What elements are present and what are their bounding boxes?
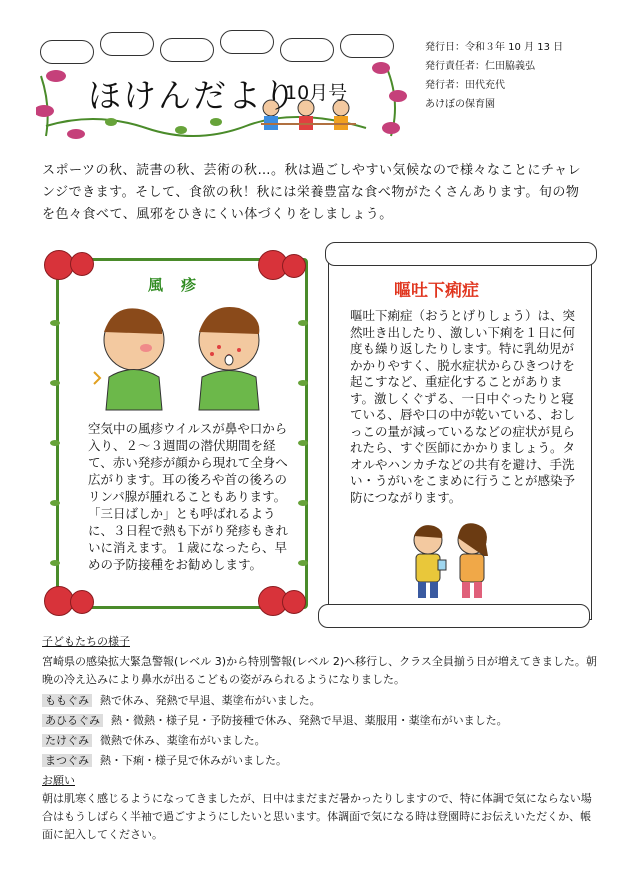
class-note: 熱・下痢・様子見で休みがいました。 (100, 754, 287, 767)
publisher: 発行者：田代充代 (425, 80, 505, 91)
scroll-roll-top (325, 242, 597, 266)
children-heading: 子どもたちの様子 (42, 635, 130, 648)
class-note: 微熱で休み、薬塗布がいました。 (100, 734, 266, 747)
class-name: たけぐみ (42, 734, 92, 747)
nursery-name: あけぼの保育園 (425, 99, 495, 110)
request-heading: お願い (42, 774, 75, 787)
issue-date: 発行日：令和３年 10 月 13 日 (425, 42, 564, 53)
scroll-roll-bottom (318, 604, 590, 628)
class-row-matsu (42, 752, 287, 768)
class-name: ももぐみ (42, 694, 92, 707)
sick-children-illustration (84, 292, 280, 412)
children-summary: 宮崎県の感染拡大緊急警報(レベル 3)から特別警報(レベル 2)へ移行し、クラス全員揃う日が増えてきました。朝晩の冷え込みにより鼻水が出るこどもの姿がみられるようになりました。 (42, 655, 597, 686)
class-row-momo (42, 692, 321, 708)
newsletter-title: ほけんだより (88, 76, 298, 115)
measles-description: 空気中の風疹ウイルスが鼻や口から入り、２～３週間の潜伏期間を経て、赤い発疹が顔から現れて全身へ広がります。耳の後ろや首の後ろのリンパ腺が腫れることもあります。「三日ばしか」とも呼ばれるように、３日程で熱も下がり発疹もきれいに消えます。１歳になったら、早めの予防接種をお勧めします。 (88, 421, 289, 572)
pomegranate-icon (70, 252, 94, 276)
class-row-ahiru (42, 712, 508, 728)
gastro-description: 嘔吐下痢症（おうとげりしょう）は、突然吐き出したり、激しい下痢を１日に何度も繰り返したりします。特に乳幼児がかかりやすく、脱水症状からひきつけを起こすなど、重症化することがあります。激しくぐずる、一日中ぐったりと寝ている、唇や口の中が乾いている、おしっこの量が減っているなどの症状が見られたら、すぐ医師にかかりましょう。タオルやハンカチなどの共有を避け、手洗い・うがいをこまめに行うことが感染予防につながります。 (350, 308, 576, 505)
responsible-person: 発行責任者：仁田脇義弘 (425, 61, 535, 72)
gastro-heading: 嘔吐下痢症 (394, 281, 479, 301)
publication-info (425, 38, 615, 114)
class-row-take (42, 732, 266, 748)
class-name: まつぐみ (42, 754, 92, 767)
pomegranate-icon (70, 590, 94, 614)
issue-label: 10月号 (285, 82, 348, 104)
measles-heading: 風疹 (148, 276, 215, 294)
class-note: 熱で休み、発熱で早退、薬塗布がいました。 (100, 694, 321, 707)
class-name: あひるぐみ (42, 714, 103, 727)
handwashing-children-illustration (400, 520, 500, 602)
pomegranate-icon (282, 254, 306, 278)
class-note: 熱・微熱・様子見・予防接種で休み、発熱で早退、薬服用・薬塗布がいました。 (111, 714, 508, 727)
intro-paragraph: スポーツの秋、読書の秋、芸術の秋…。秋は過ごしやすい気候なので様々なことにチャレンジできます。そして、食欲の秋！秋には栄養豊富な食べ物がたくさんあります。旬の物を色々食べて、風邪をひきにくい体づくりをしましょう。 (42, 163, 582, 222)
request-text: 朝は肌寒く感じるようになってきましたが、日中はまだまだ暑かったりしますので、特に体調で気にならない場合はもうしばらく半袖で過ごすようにしたいと思います。体調面で気になる時は登園時にお伝えいただくか、帳面に記入してください。 (42, 792, 592, 841)
pomegranate-icon (282, 590, 306, 614)
